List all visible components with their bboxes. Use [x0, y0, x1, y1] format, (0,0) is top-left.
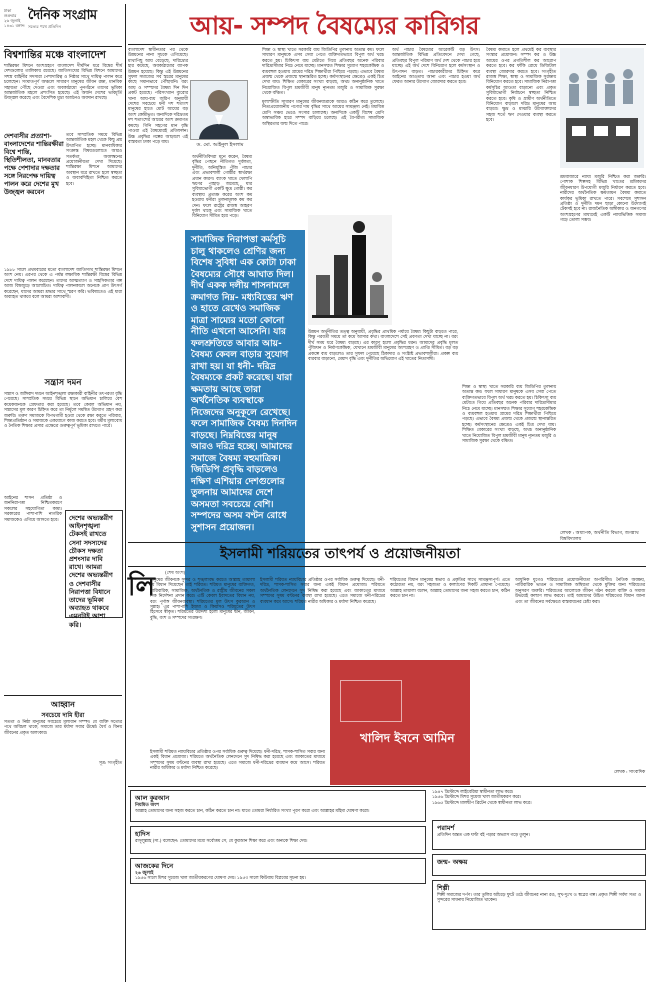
event-item: ১৯৫৬ খ্রিস্টাব্দে মিশর সুয়েজ খাল জাতীয়করণ করে। — [432, 795, 522, 801]
masthead — [4, 4, 122, 46]
history-title: আজকের দিনে — [135, 862, 174, 870]
main-col-2b: মূল্যস্ফীতি সাধারণ মানুষের জীবনযাত্রাকে আরও কঠিন করে তুলেছে। নিত্যপ্রয়োজনীয় পণ্যের দাম বৃদ্ধির সাথে আয়ের সামঞ্জস্য নেই। মধ্যবিত্ত শ্রেণি সঞ্চয় ভেঙে সংসার চালাচ্ছে। অন্যদিকে একটি বিশেষ শ্রেণি অস্বাভাবিক হারে সম্পদ বাড়িয়ে চলেছে। এই বৈপরীত্য সামাজিক অস্থিরতার জন্ম দিতে পারে। — [262, 100, 384, 127]
meta-date: ২৬ জুলাই — [4, 18, 21, 23]
second-author-name: খালিদ ইবনে আমিন — [360, 731, 455, 745]
artist-box — [432, 880, 646, 930]
event-item: ১৯৪৭ খ্রিস্টাব্দে লাইবেরিয়া স্বাধীনতা লাভ করে। — [432, 790, 514, 795]
ahwan-body: সততা ও নিষ্ঠা মানুষের সবচেয়ে মূল্যবান সম্পদ। যে ব্যক্তি সত্যের পথে অবিচল থাকে, সমাজে তার মর্যাদা সবার ঊর্ধ্বে। ধৈর্য ও বিনয় জীবনের প্রকৃত অলংকার। — [4, 720, 122, 736]
left-second-headline: সন্ত্রাস দমন — [44, 378, 82, 388]
ahwan-sign: সূত্র: সংগৃহীত — [98, 761, 122, 766]
second-intro-tag: (শেষ অংশ) — [165, 571, 186, 576]
main-author: ড. মো. আইনুল ইসলাম — [196, 142, 244, 148]
left-body-1: শান্তিরক্ষা মিশনে অংশগ্রহণে বাংলাদেশ দীর্ঘদিন ধরে বিশ্বের শীর্ষ দেশগুলোর তালিকায় রয়েছে। জাতিসংঘের বিভিন্ন মিশনে আমাদের সশস্ত্র বাহিনীর সদস্যরা পেশাদারিত্ব ও নিষ্ঠার সাথে দায়িত্ব পালন করে চলেছেন। সংঘাতপূর্ণ অঞ্চলে সাধারণ মানুষের জীবন রক্ষা, মানবিক সহায়তা পৌঁছে দেওয়া এবং অবকাঠামো পুনর্গঠনে তাদের ভূমিকা আন্তর্জাতিক মহলে প্রশংসিত হয়েছে। এই অর্জন দেশের ভাবমূর্তি উজ্জ্বল করেছে এবং বৈদেশিক মুদ্রা অর্জনেও অবদান রাখছে। — [4, 64, 122, 102]
author-avatar-icon — [191, 81, 247, 139]
newspaper-tagline: সত্যের পথে প্রতিদিন — [28, 24, 61, 29]
history-box — [130, 858, 426, 884]
dropcap: লি — [128, 572, 155, 602]
event-item: ১৯৬৫ খ্রিস্টাব্দে মালদ্বীপ ব্রিটেন থেকে স্বাধীনতা লাভ করে। — [432, 800, 532, 806]
second-col-3: শরিয়তের বিধান মানুষের স্বভাব ও প্রকৃতির সাথে সামঞ্জস্যপূর্ণ। এতে কঠোরতা নয়, বরং সহজতা ও কল্যাণের দিকটি প্রাধান্য পেয়েছে। আল্লাহ তায়ালা বলেন, আল্লাহ তোমাদের জন্য সহজ করতে চান, কঠিন করতে চান না। — [390, 578, 510, 600]
right-illustration — [560, 48, 644, 168]
quran-text: আল্লাহ তোমাদের জন্য সহজ করতে চান, কঠিন করতে চান না। যাতে তোমরা নির্ধারিত সংখ্যা পূরণ করো এবং আল্লাহর মহিমা ঘোষণা করো। — [135, 809, 370, 814]
artist-title: শিল্পী — [437, 884, 450, 892]
masthead-meta — [4, 8, 26, 28]
left-boxed-quote: দেশের অভ্যন্তরীণ আইনশৃঙ্খলা টেকসই রাখতে সেনা সদস্যদের চৌকস দক্ষতা প্রশংসার দাবি রাখে। আমরা দেশের অভ্যন্তরীণ ও দেশবাসীর নিরাপত্তা বিধানে তাদের ভূমিকা অব্যাহত থাকবে এমনটাই আশা করি। — [65, 510, 123, 618]
second-author-label: লেখক : সাংবাদিক — [613, 770, 645, 775]
advice-box — [432, 820, 646, 850]
jonmo-title: জন্ম- অক্ষয় — [437, 858, 468, 866]
newspaper-logo: দৈনিক সংগ্রাম — [28, 8, 97, 23]
main-pull-quote: সামাজিক নিরাপত্তা কর্মসূচি চালু থাকলেও শ্রেণির জন্য বিশেষ সুবিধা এক কোটা ঢাকা বৈষম্যের সৌধে আঘাত দিল। দীর্ঘ একক দলীয় শাসনামলে ক্রমাগত নিম্ন- মধ্যবিত্তের ঋণ ও হাতে রেখেও সমাজিক মাত্রা সাম্যের মতো কোনো নীতি এখনো আসেনি। যার ফলশ্রুতিতে আবার আয়- বৈষম্য কেবল বাড়ার সুযোগ রাখা হয়। যা ধনী- দরিদ্র বৈষম্যকে প্রকট করেছে। যারা ক্ষমতায় আছে তারা অর্থনৈতিক ব্যবস্থাকে নিজেদের অনুকূলে রেখেছে। ফলে সামাজিক বৈষম্য দিনদিন বাড়ছে। নিম্নবিত্তের মানুষ আরও দরিদ্র হচ্ছে। আমাদের সমাজে বৈষম্য বহুমাত্রিক। জিডিপি প্রবৃদ্ধি বাড়লেও দক্ষিণ এশিয়ার দেশগুলোর তুলনায় আমাদের দেশে অসমতা সবচেয়ে বেশি। সম্পদের অসম বণ্টন রোধে সুশাসন প্রয়োজন। — [185, 230, 305, 610]
right-events — [432, 790, 646, 816]
second-col-5: ইসলামী শরিয়ত ন্যায়বিচার প্রতিষ্ঠার ওপর সর্বাধিক গুরুত্ব দিয়েছে। ধনী-দরিদ্র, শাসক-শাসিত সবার জন্য একই বিধান প্রযোজ্য। শরিয়তে অর্থনৈতিক লেনদেনে সুদ নিষিদ্ধ করা হয়েছে এবং জাকাতের মাধ্যমে সম্পদের সুষম বণ্টনের ব্যবস্থা রাখা হয়েছে। এতে সমাজে ধনী-দরিদ্রের ব্যবধান কমে আসে। শরিয়ত নারীর অধিকার ও মর্যাদা নিশ্চিত করেছে। — [150, 750, 325, 772]
left-body-2: তবে সাম্প্রতিক সময়ে বিভিন্ন আন্তর্জাতিক মহল থেকে কিছু প্রশ্ন উত্থাপিত হচ্ছে। মানবাধিকার সংক্রান্ত বিষয়গুলোতে আরও সতর্কতা অবলম্বনের প্রয়োজনীয়তা দেখা দিয়েছে। শান্তিরক্ষা মিশনে আমাদের অবস্থান ধরে রাখতে হলে স্বচ্ছতা ও জবাবদিহিতা নিশ্চিত করতে হবে। — [66, 133, 122, 187]
author-photo — [190, 80, 248, 140]
meta-year: ১৪৩১ বঙ্গাব্দ — [4, 23, 25, 28]
main-col-3b: অর্থ পাচার বৈষম্যের আরেকটি বড় উৎস। আন্তর্জাতিক বিভিন্ন প্রতিবেদনে দেখা গেছে, প্রতিবছর বিপুল পরিমাণ অর্থ দেশ থেকে পাচার হয়ে যাচ্ছে। এই অর্থ দেশে বিনিয়োগ হলে কর্মসংস্থান ও উৎপাদন বাড়ত। পাচারকারীদের চিহ্নিত করে আইনের আওতায় আনা এবং পাচার হওয়া অর্থ ফেরত আনার উদ্যোগ জোরদার করতে হবে। — [392, 48, 480, 86]
footnote-text: অধ্যাপক, অর্থনীতি বিভাগ, জগন্নাথ বিশ্ববিদ্যালয় — [560, 531, 639, 542]
left-body-3: ১৯৮৮ সালে প্রথমবারের মতো বাংলাদেশ জাতিসংঘ শান্তিরক্ষা মিশনে অংশ নেয়। এরপর থেকে এ পর্যন্ত লক্ষাধিক শান্তিরক্ষী বিশ্বের বিভিন্ন দেশে দায়িত্ব পালন করেছেন। তাদের আত্মত্যাগ ও সাহসিকতার গল্প আজ বিশ্বজুড়ে আলোচিত। দায়িত্ব পালনকালে অনেকে প্রাণ উৎসর্গ করেছেন, যাদের আমরা শ্রদ্ধার সাথে স্মরণ করি। ভবিষ্যতেও এই ধারা অব্যাহত থাকবে বলে আমরা আশাবাদী। — [4, 268, 122, 301]
inequality-illustration-icon — [308, 215, 392, 325]
hadith-title: হাদিস — [135, 830, 150, 838]
main-col-4b: শ্রমবাজারে ন্যায্য মজুরি নিশ্চিত করা জরুরি। পোশাক শিল্পসহ বিভিন্ন খাতের শ্রমিকদের জীবনধারণ উপযোগী মজুরি নির্ধারণ করতে হবে। নারীদের অর্থনৈতিক ক্ষমতায়ন বৈষম্য কমাতে কার্যকর ভূমিকা রাখতে পারে। সবশেষে সুশাসন প্রতিষ্ঠা ও দুর্নীতি দমন ছাড়া কোনো উদ্যোগই টেকসই হবে না। রাজনৈতিক অঙ্গীকার ও জনগণের অংশগ্রহণের মাধ্যমেই একটি ন্যায়ভিত্তিক সমাজ গড়ে তোলা সম্ভব। — [560, 175, 646, 224]
meta-day: শুক্রবার — [4, 13, 17, 18]
second-col-2: ইসলামী শরিয়ত ন্যায়বিচার প্রতিষ্ঠার ওপর সর্বাধিক গুরুত্ব দিয়েছে। ধনী-দরিদ্র, শাসক-শাসিত সবার জন্য একই বিধান প্রযোজ্য। শরিয়তে অর্থনৈতিক লেনদেনে সুদ নিষিদ্ধ করা হয়েছে এবং জাকাতের মাধ্যমে সম্পদের সুষম বণ্টনের ব্যবস্থা রাখা হয়েছে। এতে সমাজে ধনী-দরিদ্রের ব্যবধান কমে আসে। শরিয়ত নারীর অধিকার ও মর্যাদা নিশ্চিত করেছে। — [260, 578, 385, 605]
history-date: ২৬ জুলাই — [135, 871, 154, 876]
second-col-4: আধুনিক যুগেও শরিয়তের প্রয়োজনীয়তা অপরিসীম। নৈতিক অবক্ষয়, পারিবারিক ভাঙন ও সামাজিক অস্থিরতা থেকে মুক্তির জন্য শরিয়তের অনুসরণ জরুরি। শরিয়তের আলোকে জীবন গঠন করলে ব্যক্তি ও সমাজ উভয়েই কল্যাণ লাভ করবে। তাই আমাদের উচিত শরিয়তের বিধান জানা এবং তা জীবনের সর্বক্ষেত্রে বাস্তবায়নের চেষ্টা করা। — [515, 578, 645, 605]
main-col-4c: শিক্ষা ও স্বাস্থ্য খাতে সরকারি ব্যয় জিডিপির তুলনায় অত্যন্ত কম। ফলে সাধারণ মানুষকে এসব সেবা পেতে ব্যক্তিগতভাবে বিপুল অর্থ খরচ করতে হয়। চিকিৎসা ব্যয় মেটাতে গিয়ে প্রতিবছর অনেক পরিবার দারিদ্র্যসীমার নিচে নেমে যাচ্ছে। মানসম্মত শিক্ষার সুযোগ শহরকেন্দ্রিক ও ব্যয়বহুল হওয়ায় গ্রামের দরিদ্র শিক্ষার্থীরা পিছিয়ে পড়ছে। এভাবে বৈষম্য প্রজন্ম থেকে প্রজন্মে স্থানান্তরিত হচ্ছে। কর্মসংস্থানের ক্ষেত্রেও একই চিত্র দেখা যায়। শিক্ষিত বেকারের সংখ্যা বাড়ছে, অথচ অনানুষ্ঠানিক খাতে নিয়োজিত বিপুল শ্রমজীবী মানুষ ন্যূনতম মজুরি ও সামাজিক সুরক্ষা থেকে বঞ্চিত। — [462, 385, 556, 445]
ahwan-subtitle: সবচেয়ে দামি হীরা — [41, 712, 85, 719]
jonmo-box — [432, 854, 646, 876]
left-body-5: আইনের শাসন প্রতিষ্ঠা ও জননিরাপত্তা নিশ্চিতকরণে সকলের সহযোগিতা কাম্য। সরকারের পাশাপাশি নাগরিক সমাজকেও এগিয়ে আসতে হবে। — [4, 496, 62, 523]
main-col-4: বৈষম্য কমাতে হলে প্রথমেই কর ব্যবস্থার সংস্কার প্রয়োজন। সম্পদ কর ও উচ্চ আয়ের ওপর প্রগতিশীল কর আরোপ করতে হবে। কর ফাঁকি রোধে ডিজিটাল ব্যবস্থা জোরদার করতে হবে। সংগৃহীত রাজস্ব শিক্ষা, স্বাস্থ্য ও সামাজিক সুরক্ষায় বিনিয়োগ করতে হবে। সামাজিক নিরাপত্তা কর্মসূচির আওতা বাড়ানো এবং প্রকৃত সুবিধাভোগী নির্বাচনে স্বচ্ছতা নিশ্চিত করতে হবে। কৃষি ও গ্রামীণ অর্থনীতিতে বিনিয়োগ বাড়ালে দরিদ্র মানুষের আয় বাড়বে। ক্ষুদ্র ও মাঝারি উদ্যোক্তাদের সহজ শর্তে ঋণ দেওয়ার ব্যবস্থা করতে হবে। — [486, 48, 556, 124]
main-col-3: উন্নয়ন অর্থনীতির তত্ত্ব অনুযায়ী, প্রবৃদ্ধির প্রাথমিক পর্যায়ে বৈষম্য কিছুটা বাড়তে পারে, কিন্তু পরবর্তী সময়ে তা কমে আসার কথা। বাংলাদেশে সেই প্রবণতা দেখা যাচ্ছে না। বরং দীর্ঘ সময় ধরে বৈষম্য বাড়ছে। এর কারণ হলো প্রবৃদ্ধির ধরন। আমাদের প্রবৃদ্ধি মূলত পুঁজিঘন ও নির্মাণকেন্দ্রিক, যেখানে শ্রমজীবী মানুষের অংশগ্রহণ ও প্রাপ্তি সীমিত। বড় বড় প্রকল্পে ব্যয় বাড়লেও তার সুফল পেয়েছে ঠিকাদার ও সংশ্লিষ্ট প্রভাবশালীরা। প্রকল্প ব্যয় বারবার বাড়ানো, মেয়াদ বৃদ্ধি এবং দুর্নীতির অভিযোগ এই খাতের নিত্যসঙ্গী। — [308, 330, 458, 363]
quran-sub: নিয়মিত অংশ — [135, 803, 159, 808]
advice-title: পরামর্শ — [437, 824, 455, 832]
advice-text: প্রতিদিন অন্তত এক ঘণ্টা বই পড়ার অভ্যাস গড়ে তুলুন। — [437, 833, 530, 838]
left-body-4: সন্ত্রাস ও জঙ্গিবাদ দমনে আইনশৃঙ্খলা রক্ষাকারী বাহিনীর তৎপরতা বৃদ্ধি পেয়েছে। সাম্প্রতিক সময়ে বিভিন্ন স্থানে অভিযান চালিয়ে বেশ কয়েকজনকে গ্রেফতার করা হয়েছে। তবে কেবল অভিযান নয়, সন্ত্রাসের মূল কারণ চিহ্নিত করে তা নির্মূলে সমন্বিত উদ্যোগ গ্রহণ করা জরুরি। তরুণ সমাজকে বিপথগামী হওয়া থেকে রক্ষা করতে পরিবার, শিক্ষাপ্রতিষ্ঠান ও সমাজকে একযোগে কাজ করতে হবে। ধর্মীয় মূল্যবোধ ও নৈতিক শিক্ষার প্রসার এক্ষেত্রে গুরুত্বপূর্ণ ভূমিকা রাখতে পারে। — [4, 392, 122, 430]
second-col-1: মানুষের জীবনকে সুন্দর ও শৃঙ্খলাবদ্ধ করতে আল্লাহ তায়ালা যে বিধান দিয়েছেন তাই শরিয়ত। শরিয়ত মানুষের ব্যক্তিগত, পারিবারিক, সামাজিক, অর্থনৈতিক ও রাষ্ট্রীয় জীবনের সকল দিক নির্দেশনা প্রদান করে। এটি কেবল ইবাদতের বিধান নয়, বরং পূর্ণাঙ্গ জীবনব্যবস্থা। শরিয়তের মূল উৎস কুরআন ও সুন্নাহ। এর পাশাপাশি ইজমা ও কিয়াসও শরিয়তের উৎস হিসেবে স্বীকৃত। শরিয়তের উদ্দেশ্য হলো মানুষের দ্বীন, জীবন, বুদ্ধি, বংশ ও সম্পদের সংরক্ষণ। — [150, 578, 255, 621]
footnote-label: লেখক : — [560, 531, 575, 536]
left-headline: বিশ্বশান্তির মঞ্চে বাংলাদেশ — [4, 50, 106, 61]
main-illustration — [308, 215, 392, 325]
hadith-text: রাসূলুল্লাহ (সা.) বলেছেন: তোমাদের মধ্যে সর্বোত্তম সে, যে কুরআন শিক্ষা করে এবং অন্যকে শিক্ষা দেয়। — [135, 839, 308, 844]
second-headline: ইসলামী শরিয়তের তাৎপর্য ও প্রয়োজনীয়তা — [220, 546, 461, 562]
second-author-banner — [330, 660, 470, 785]
main-col-1: বাংলাদেশ স্বাধীনতার পর থেকে উন্নয়নের নানা সূচকে এগিয়েছে। মাথাপিছু আয় বেড়েছে, দারিদ্র্যের হার কমেছে, অবকাঠামোর ব্যাপক উন্নয়ন হয়েছে। কিন্তু এই উন্নয়নের সুফল সমাজের সব স্তরের মানুষের কাছে সমানভাবে পৌঁছায়নি। বরং আয় ও সম্পদের বৈষম্য দিন দিন প্রকট হয়েছে। পরিসংখ্যান ব্যুরোর খানা আয়-ব্যয় জরিপ অনুযায়ী দেশের সবচেয়ে ধনী দশ শতাংশ মানুষের হাতে মোট আয়ের বড় অংশ কেন্দ্রীভূত। অন্যদিকে দরিদ্রতম দশ শতাংশের আয়ের অংশ ক্রমাগত কমছে। গিনি সহগের মান বৃদ্ধি পাওয়া এই বৈষম্যেরই প্রতিফলন। উচ্চ প্রবৃদ্ধির গল্পের আড়ালে এই বাস্তবতা ঢাকা পড়ে যায়। — [128, 48, 188, 145]
quran-box — [130, 790, 426, 822]
artist-text: শিল্পী সমাজের দর্পণ। তার তুলির আঁচড়ে ফুটে ওঠে জীবনের নানা রঙ, সুখ-দুঃখ ও স্বপ্নের গল্প। প্রকৃত শিল্পী সর্বদা সত্য ও সুন্দরের সাধনায় নিয়োজিত থাকেন। — [437, 893, 641, 904]
ahwan-title: আহ্বান — [51, 700, 75, 709]
left-sub-headline: দেশবাসীর প্রত্যাশা- বাংলাদেশের শান্তিরক্ষীরা বিশ্বে শান্তি, স্থিতিশীলতা, মানবতার পক্ষে পেশাদার দক্ষতার সঙ্গে নিরপেক্ষ দায়িত্ব পালন করে দেশের মুখ উজ্জ্বল করবেন — [4, 133, 64, 196]
quran-title: আল কুরআন — [135, 794, 170, 802]
main-headline: আয়- সম্পদ বৈষম্যের কারিগর — [190, 11, 480, 40]
banner-decoration — [340, 680, 402, 722]
main-col-2: শিক্ষা ও স্বাস্থ্য খাতে সরকারি ব্যয় জিডিপির তুলনায় অত্যন্ত কম। ফলে সাধারণ মানুষকে এসব সেবা পেতে ব্যক্তিগতভাবে বিপুল অর্থ খরচ করতে হয়। চিকিৎসা ব্যয় মেটাতে গিয়ে প্রতিবছর অনেক পরিবার দারিদ্র্যসীমার নিচে নেমে যাচ্ছে। মানসম্মত শিক্ষার সুযোগ শহরকেন্দ্রিক ও ব্যয়বহুল হওয়ায় গ্রামের দরিদ্র শিক্ষার্থীরা পিছিয়ে পড়ছে। এভাবে বৈষম্য প্রজন্ম থেকে প্রজন্মে স্থানান্তরিত হচ্ছে। কর্মসংস্থানের ক্ষেত্রেও একই চিত্র দেখা যায়। শিক্ষিত বেকারের সংখ্যা বাড়ছে, অথচ অনানুষ্ঠানিক খাতে নিয়োজিত বিপুল শ্রমজীবী মানুষ ন্যূনতম মজুরি ও সামাজিক সুরক্ষা থেকে বঞ্চিত। — [262, 48, 384, 97]
main-col-1b: অর্থনীতিবিদরা মনে করেন, বৈষম্য বৃদ্ধির পেছনে নীতিগত দুর্বলতা, দুর্নীতি, অনিয়ন্ত্রিত পুঁজি পাচার এবং প্রভাবশালী গোষ্ঠীর স্বার্থরক্ষা প্রধান কারণ। ব্যাংক খাতে খেলাপি ঋণের পাহাড় জমেছে, যার সুবিধাভোগী একটি ক্ষুদ্র গোষ্ঠী। কর ব্যবস্থায় প্রত্যক্ষ করের অংশ কম হওয়ায় ধনীরা তুলনামূলক কম কর দেন। ফলে রাষ্ট্রের রাজস্ব আহরণ দুর্বল থাকে এবং সামাজিক খাতে বিনিয়োগ সীমিত হয়ে পড়ে। — [192, 155, 252, 220]
people-illustration-icon — [560, 48, 644, 168]
main-footnote — [560, 531, 646, 542]
meta-city: ঢাকা — [4, 8, 12, 13]
hadith-box — [130, 826, 426, 854]
history-text: ১৯৫৬ সালে মিশর সুয়েজ খাল জাতীয়করণের ঘোষণা দেয়। ১৯৫৩ সালে কিউবায় বিপ্লবের সূচনা হয়। — [135, 876, 306, 881]
